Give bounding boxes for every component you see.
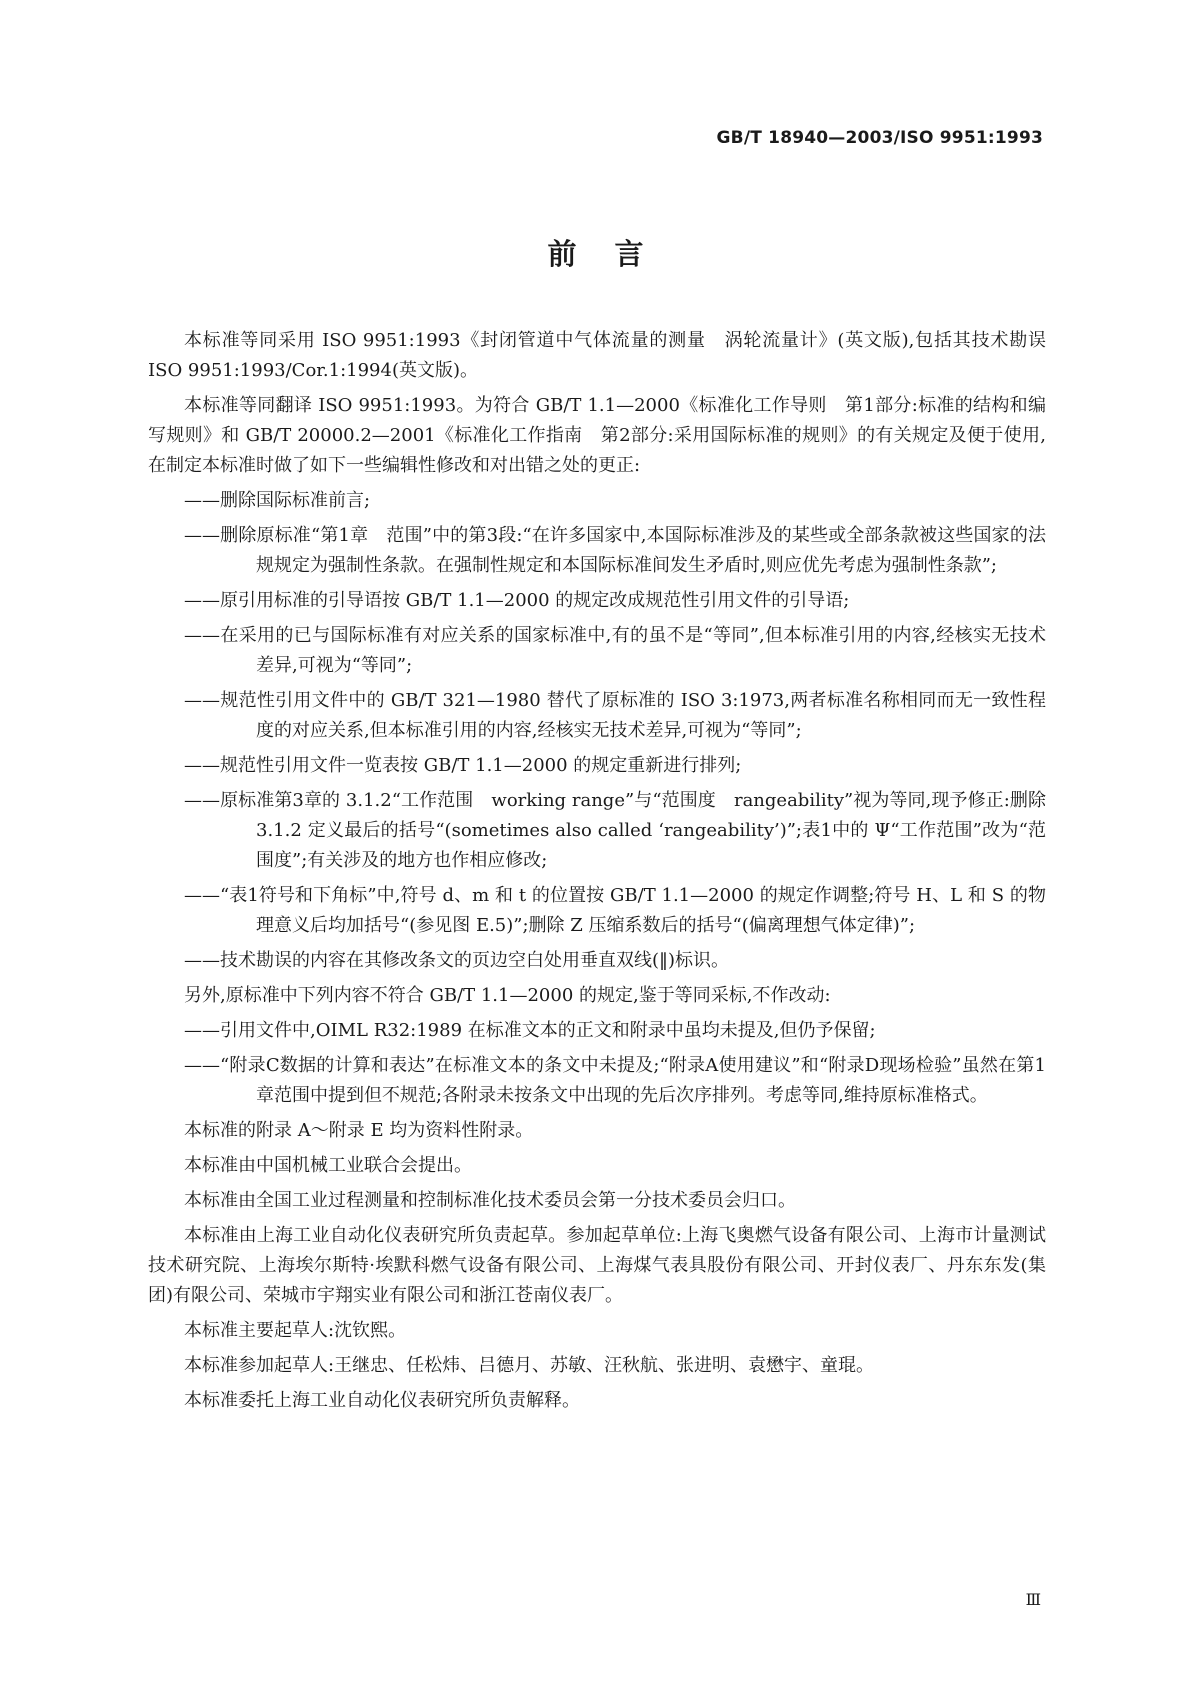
page-number: Ⅲ [1025, 1590, 1041, 1609]
dash-mark: —— [184, 755, 220, 776]
paragraph: 另外,原标准中下列内容不符合 GB/T 1.1—2000 的规定,鉴于等同采标,不作改动: [184, 985, 831, 1006]
dash-mark: —— [184, 950, 220, 971]
dash-mark: —— [184, 490, 220, 511]
dash-mark: —— [184, 590, 220, 611]
paragraph: 本标准由全国工业过程测量和控制标准化技术委员会第一分技术委员会归口。 [184, 1190, 796, 1211]
list-item: ——删除原标准“第1章 范围”中的第3段:“在许多国家中,本国际标准涉及的某些或全部条款被这些国家的法规规定为强制性条款。在强制性规定和本国际标准间发生矛盾时,则应优先考虑为强制性条款”; [184, 525, 1046, 576]
paragraph: 本标准等同采用 ISO 9951:1993《封闭管道中气体流量的测量 涡轮流量计》(英文版),包括其技术勘误 ISO 9951:1993/Cor.1:1994(英文版)。 [148, 330, 1046, 381]
list-item: ——技术勘误的内容在其修改条文的页边空白处用垂直双线(‖)标识。 [184, 950, 730, 971]
dash-mark: —— [184, 885, 220, 906]
paragraph: 本标准委托上海工业自动化仪表研究所负责解释。 [184, 1390, 580, 1411]
list-item: ——规范性引用文件中的 GB/T 321—1980 替代了原标准的 ISO 3:1973,两者标准名称相同而无一致性程度的对应关系,但本标准引用的内容,经核实无技术差异,可视为“等同”; [184, 690, 1046, 741]
list-item: ——原标准第3章的 3.1.2“工作范围 working range”与“范围度 rangeability”视为等同,现予修正:删除 3.1.2 定义最后的括号“(sometimes also called ‘rangeability’)”;表1中的 Ψ“工作范围”改为“范围度”;有关涉及的地方也作相应修改; [184, 790, 1046, 871]
paragraph: 本标准参加起草人:王继忠、任松炜、吕德月、苏敏、汪秋航、张进明、袁懋宇、童琨。 [184, 1355, 875, 1376]
dash-mark: —— [184, 790, 220, 811]
dash-mark: —— [184, 1055, 220, 1076]
dash-mark: —— [184, 1020, 220, 1041]
standard-number: GB/T 18940—2003/ISO 9951:1993 [716, 128, 1043, 148]
list-item: ——原引用标准的引导语按 GB/T 1.1—2000 的规定改成规范性引用文件的引导语; [184, 590, 850, 611]
list-item: ——规范性引用文件一览表按 GB/T 1.1—2000 的规定重新进行排列; [184, 755, 742, 776]
paragraph: 本标准主要起草人:沈钦熙。 [184, 1320, 407, 1341]
list-item: ——在采用的已与国际标准有对应关系的国家标准中,有的虽不是“等同”,但本标准引用的内容,经核实无技术差异,可视为“等同”; [184, 625, 1046, 676]
list-item: ——引用文件中,OIML R32:1989 在标准文本的正文和附录中虽均未提及,但仍予保留; [184, 1020, 876, 1041]
dash-mark: —— [184, 525, 220, 546]
list-item: ——“表1符号和下角标”中,符号 d、m 和 t 的位置按 GB/T 1.1—2000 的规定作调整;符号 H、L 和 S 的物理意义后均加括号“(参见图 E.5)”;删除 Z 压缩系数后的括号“(偏离理想气体定律)”; [184, 885, 1046, 936]
list-item: ——“附录C数据的计算和表达”在标准文本的条文中未提及;“附录A使用建议”和“附录D现场检验”虽然在第1章范围中提到但不规范;各附录未按条文中出现的先后次序排列。考虑等同,维持原标准格式。 [184, 1055, 1046, 1106]
dash-mark: —— [184, 690, 220, 711]
foreword-body [148, 326, 1046, 1421]
paragraph: 本标准等同翻译 ISO 9951:1993。为符合 GB/T 1.1—2000《标准化工作导则 第1部分:标准的结构和编写规则》和 GB/T 20000.2—2001《标准化工作指南 第2部分:采用国际标准的规则》的有关规定及便于使用,在制定本标准时做了如下一些编辑性修改和对出错之处的更正: [148, 395, 1046, 476]
dash-mark: —— [184, 625, 220, 646]
paragraph: 本标准由中国机械工业联合会提出。 [184, 1155, 472, 1176]
paragraph: 本标准由上海工业自动化仪表研究所负责起草。参加起草单位:上海飞奥燃气设备有限公司、上海市计量测试技术研究院、上海埃尔斯特·埃默科燃气设备有限公司、上海煤气表具股份有限公司、开封仪表厂、丹东东发(集团)有限公司、荣城市宇翔实业有限公司和浙江苍南仪表厂。 [148, 1225, 1046, 1306]
page-title: 前言 [547, 237, 682, 271]
list-item: ——删除国际标准前言; [184, 490, 371, 511]
paragraph: 本标准的附录 A～附录 E 均为资料性附录。 [184, 1120, 534, 1141]
